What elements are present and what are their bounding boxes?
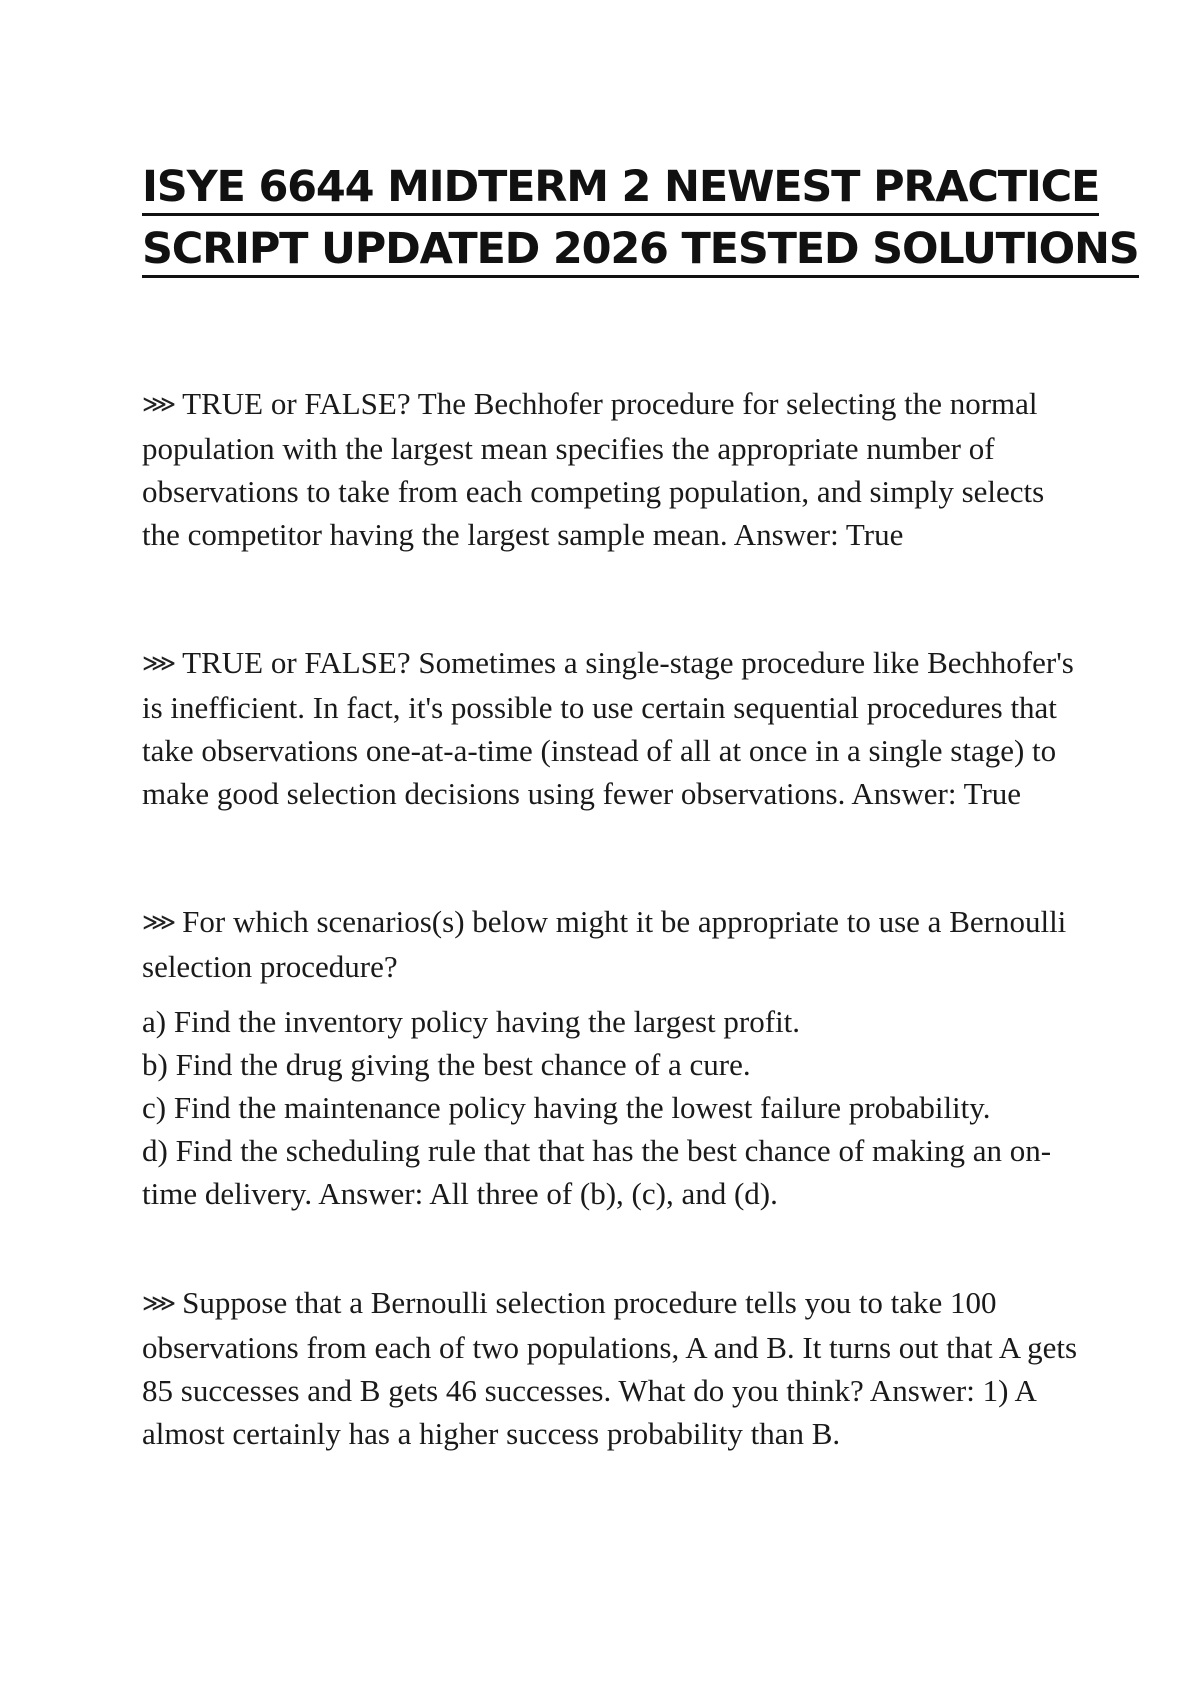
- option-c: c) Find the maintenance policy having the lowest failure probability.: [142, 1090, 991, 1125]
- arrow-bullet-icon: ⋙: [142, 1291, 177, 1317]
- arrow-bullet-icon: ⋙: [142, 392, 177, 418]
- question-3-text: For which scenarios(s) below might it be appropriate to use a Bernoulli selection procedure?: [142, 904, 1067, 984]
- question-text: [142, 900, 1082, 988]
- question-block-2: [142, 641, 1082, 815]
- option-a: a) Find the inventory policy having the largest profit.: [142, 1004, 801, 1039]
- question-2-text: TRUE or FALSE? Sometimes a single-stage procedure like Bechhofer's is inefficient. In fact, it's possible to use certain sequential procedures that take observations one-at-a-time (instead of all at once in a single stage) to make good selection decisions using fewer observations. Answer: True: [142, 645, 1074, 811]
- option-d: d) Find the scheduling rule that that has the best chance of making an on-time delivery. Answer: All three of (b), (c), and (d).: [142, 1133, 1052, 1211]
- document-title: [142, 158, 1139, 282]
- document-content: [142, 382, 1082, 1455]
- question-4-text: Suppose that a Bernoulli selection procedure tells you to take 100 observations from each of two populations, A and B. It turns out that A gets 85 successes and B gets 46 successes. What do you think? Answer: 1) A almost certainly has a higher success probability than B.: [142, 1285, 1078, 1451]
- question-text: [142, 382, 1082, 556]
- answer-options: [142, 1000, 1082, 1215]
- arrow-bullet-icon: ⋙: [142, 651, 177, 677]
- title-line-2: SCRIPT UPDATED 2026 TESTED SOLUTIONS: [142, 223, 1139, 278]
- document-page: [142, 158, 1139, 1455]
- option-b: b) Find the drug giving the best chance of a cure.: [142, 1047, 751, 1082]
- question-text: [142, 1281, 1082, 1455]
- question-text: [142, 641, 1082, 815]
- question-1-text: TRUE or FALSE? The Bechhofer procedure for selecting the normal population with the largest mean specifies the appropriate number of observations to take from each competing population, and simply selects the competitor having the largest sample mean. Answer: True: [142, 386, 1045, 552]
- question-block-3: [142, 900, 1082, 1215]
- arrow-bullet-icon: ⋙: [142, 910, 177, 936]
- question-block-4: [142, 1281, 1082, 1455]
- question-block-1: [142, 382, 1082, 556]
- title-line-1: ISYE 6644 MIDTERM 2 NEWEST PRACTICE: [142, 161, 1099, 216]
